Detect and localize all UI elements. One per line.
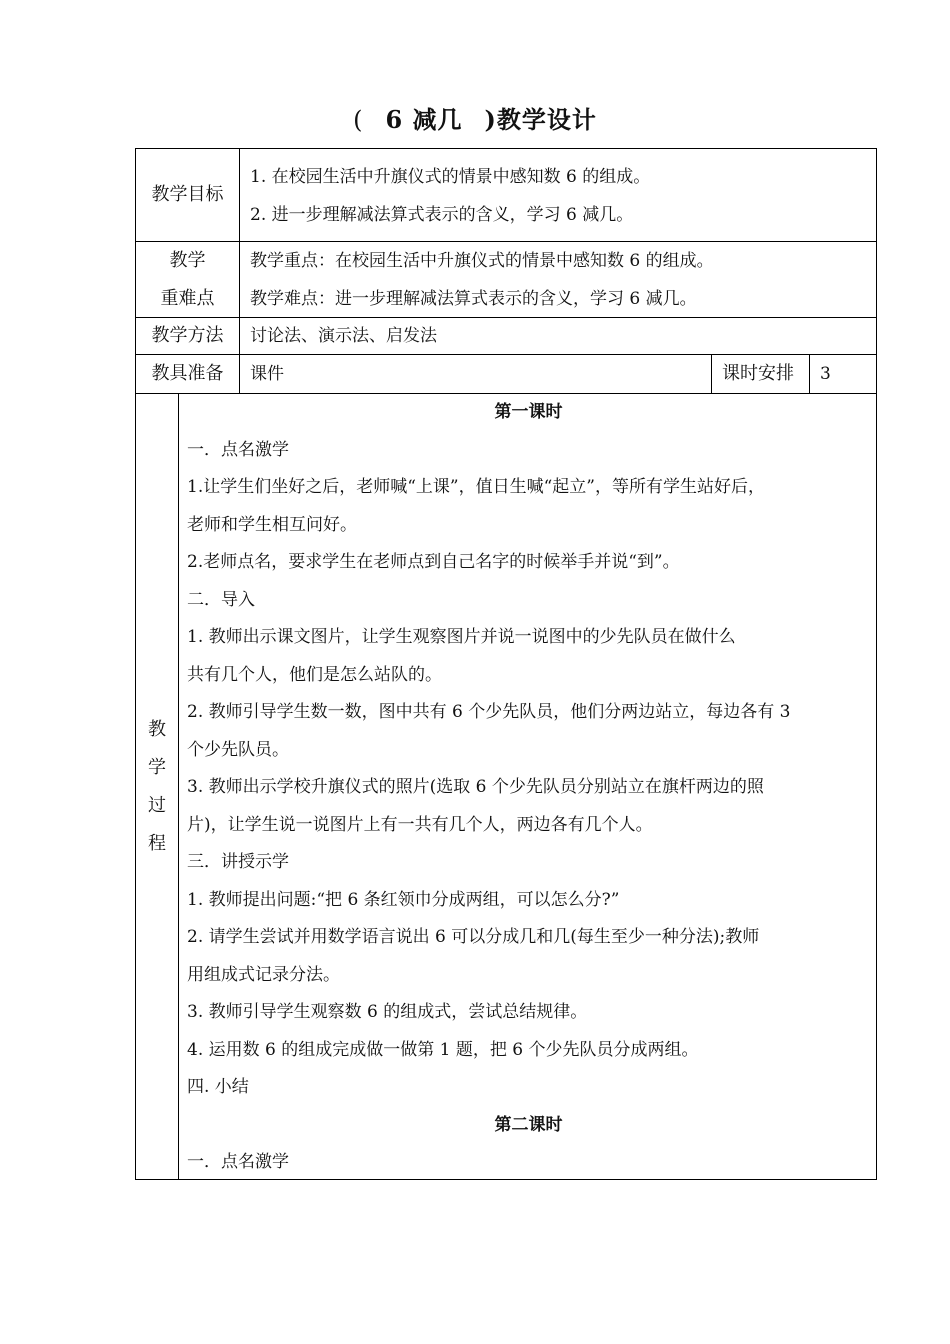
key-point-difficulty: 教学难点：进一步理解减法算式表示的含义，学习 6 减几。 <box>250 289 697 309</box>
lesson-plan-table <box>135 148 877 1180</box>
process-line: 1. 教师出示课文图片，让学生观察图片并说一说图中的少先队员在做什么 <box>187 627 736 647</box>
goals-label: 教学目标 <box>151 184 224 205</box>
process-line: 片)，让学生说一说图片上有一共有几个人，两边各有几个人。 <box>187 814 653 835</box>
tools-value-cell <box>240 355 712 393</box>
process-row <box>136 394 876 1179</box>
title-topic: 6 减几 <box>385 105 463 134</box>
tools-label-cell <box>136 355 240 393</box>
section-heading: 二．导入 <box>187 589 255 610</box>
title-suffix: )教学设计 <box>484 105 597 134</box>
key-points-label-line2: 重难点 <box>160 287 215 309</box>
section-heading: 一．点名激学 <box>187 1152 289 1172</box>
tools-row <box>136 355 876 394</box>
process-label-char-1: 教 <box>148 718 166 740</box>
key-point-focus: 教学重点：在校园生活中升旗仪式的情景中感知数 6 的组成。 <box>250 251 714 271</box>
process-line: 个少先队员。 <box>187 739 289 760</box>
lesson-1-heading: 第一课时 <box>494 402 563 422</box>
method-label-cell <box>136 318 240 354</box>
goals-row <box>136 149 876 242</box>
method-row <box>136 318 876 355</box>
process-label-cell <box>136 394 179 1179</box>
key-points-label-cell <box>136 242 240 317</box>
key-points-label-line1: 教学 <box>169 249 206 271</box>
page-title <box>0 100 950 135</box>
title-open-paren: ( <box>353 106 364 134</box>
process-line: 3. 教师引导学生观察数 6 的组成式，尝试总结规律。 <box>187 1002 588 1022</box>
key-points-content-cell <box>240 242 876 317</box>
process-line: 2.老师点名，要求学生在老师点到自己名字的时候举手并说“到”。 <box>187 552 680 572</box>
process-line: 老师和学生相互问好。 <box>187 514 357 535</box>
key-points-row <box>136 242 876 318</box>
method-label: 教学方法 <box>151 325 224 346</box>
method-value-cell <box>240 318 876 354</box>
tools-value: 课件 <box>250 364 284 384</box>
process-line: 3. 教师出示学校升旗仪式的照片(选取 6 个少先队员分别站立在旗杆两边的照 <box>187 777 764 797</box>
method-value: 讨论法、演示法、启发法 <box>250 326 437 346</box>
process-line: 用组成式记录分法。 <box>187 964 340 985</box>
goals-item-2: 2. 进一步理解减法算式表示的含义，学习 6 减几。 <box>250 205 634 225</box>
process-line: 4. 运用数 6 的组成完成做一做第 1 题，把 6 个少先队员分成两组。 <box>187 1039 699 1060</box>
goals-item-1: 1. 在校园生活中升旗仪式的情景中感知数 6 的组成。 <box>250 167 651 187</box>
goals-label-cell <box>136 149 240 241</box>
process-label-char-4: 程 <box>148 832 166 854</box>
process-label-char-3: 过 <box>148 794 166 816</box>
section-heading: 一．点名激学 <box>187 439 289 460</box>
goals-content-cell <box>240 149 876 241</box>
process-line: 共有几个人，他们是怎么站队的。 <box>187 664 442 685</box>
process-line: 2. 请学生尝试并用数学语言说出 6 可以分成几和几(每生至少一种分法);教师 <box>187 927 760 947</box>
section-heading: 三．讲授示学 <box>187 852 289 872</box>
hours-value-cell <box>810 355 876 393</box>
section-heading: 四. 小结 <box>187 1077 249 1097</box>
process-line: 2. 教师引导学生数一数，图中共有 6 个少先队员，他们分两边站立，每边各有 3 <box>187 702 791 722</box>
process-label-char-2: 学 <box>148 756 166 778</box>
lesson-2-heading: 第二课时 <box>494 1114 563 1135</box>
process-line: 1. 教师提出问题:“把 6 条红领巾分成两组，可以怎么分?” <box>187 889 620 910</box>
process-line: 1.让学生们坐好之后，老师喊“上课”，值日生喊“起立”，等所有学生站好后， <box>187 477 765 497</box>
hours-label-cell <box>712 355 810 393</box>
tools-label: 教具准备 <box>151 363 224 384</box>
hours-value: 3 <box>820 364 831 384</box>
process-content-cell <box>179 394 876 1179</box>
hours-label: 课时安排 <box>722 363 794 384</box>
